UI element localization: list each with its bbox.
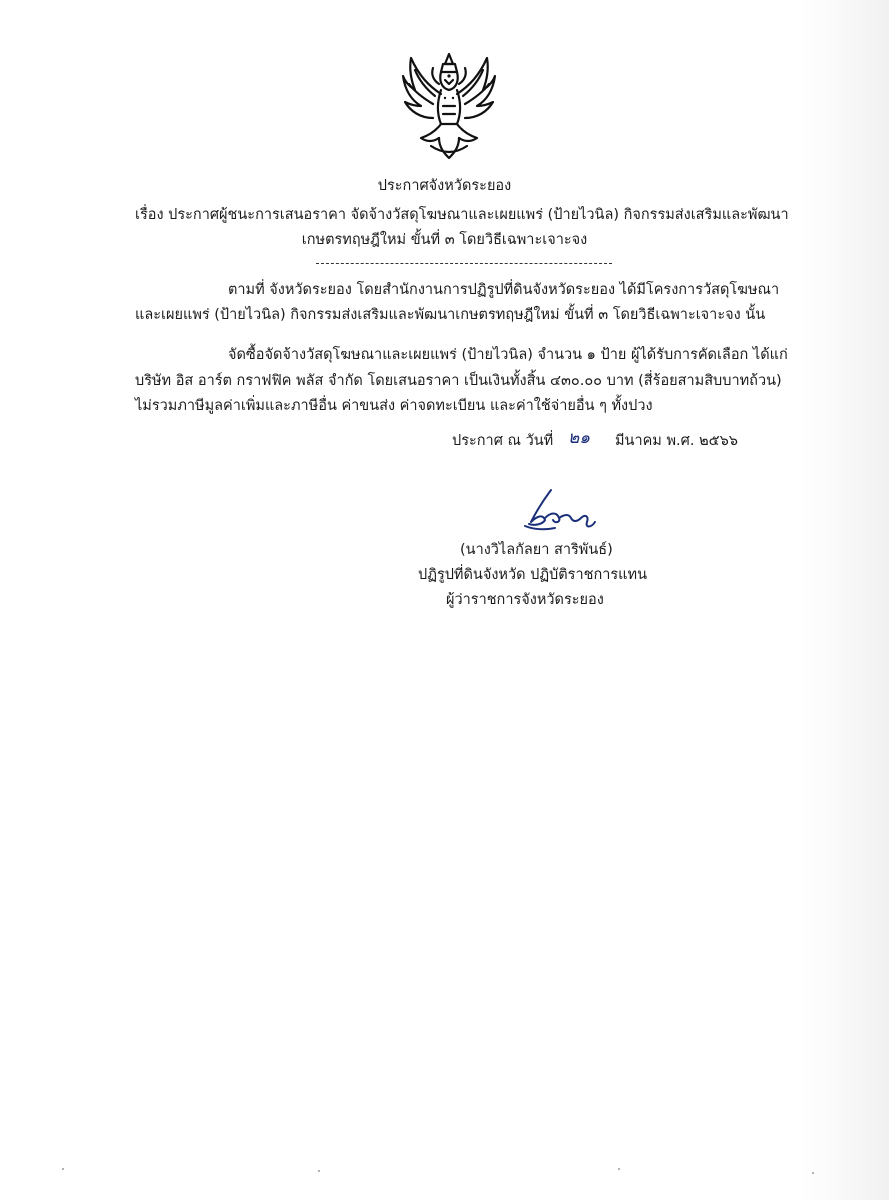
garuda-emblem-icon bbox=[401, 50, 497, 162]
date-day-handwritten: ๒๑ bbox=[568, 428, 590, 448]
announcement-header: ประกาศจังหวัดระยอง bbox=[377, 178, 512, 194]
para1-line2: และเผยแพร่ (ป้ายไวนิล) กิจกรรมส่งเสริมและพัฒนาเกษตรทฤษฎีใหม่ ขั้นที่ ๓ โดยวิธีเฉพาะเจาะจง นั้น bbox=[135, 307, 766, 323]
signatory-position: ปฏิรูปที่ดินจังหวัด ปฏิบัติราชการแทน bbox=[418, 567, 647, 583]
subject-line-2: เกษตรทฤษฎีใหม่ ขั้นที่ ๓ โดยวิธีเฉพาะเจาะจง bbox=[301, 232, 588, 248]
para2-line1: จัดซื้อจัดจ้างวัสดุโฆษณาและเผยแพร่ (ป้ายไวนิล) จำนวน ๑ ป้าย ผู้ได้รับการคัดเลือก ได้แก่ bbox=[228, 347, 788, 363]
date-prefix: ประกาศ ณ วันที่ bbox=[452, 433, 554, 449]
subject-line-1: เรื่อง ประกาศผู้ชนะการเสนอราคา จัดจ้างวัสดุโฆษณาและเผยแพร่ (ป้ายไวนิล) กิจกรรมส่งเสริมและพัฒนา bbox=[135, 207, 789, 223]
scan-speck bbox=[618, 1168, 620, 1170]
date-month-year: มีนาคม พ.ศ. ๒๕๖๖ bbox=[615, 433, 739, 449]
para2-line3: ไม่รวมภาษีมูลค่าเพิ่มและภาษีอื่น ค่าขนส่ง ค่าจดทะเบียน และค่าใช้จ่ายอื่น ๆ ทั้งปวง bbox=[135, 398, 653, 414]
signatory-name: (นางวิไลกัลยา สาริพันธ์) bbox=[460, 542, 613, 558]
scan-speck bbox=[62, 1168, 64, 1170]
scan-speck bbox=[812, 1172, 814, 1174]
signatory-title: ผู้ว่าราชการจังหวัดระยอง bbox=[446, 592, 604, 608]
para2-line2: บริษัท อิส อาร์ต กราฟฟิค พลัส จำกัด โดยเสนอราคา เป็นเงินทั้งสิ้น ๔๓๐.๐๐ บาท (สี่ร้อยสามสิบบาทถ้วน) bbox=[135, 373, 782, 389]
scan-speck bbox=[318, 1170, 320, 1172]
separator-line bbox=[316, 263, 612, 264]
signature-image bbox=[515, 488, 601, 534]
para1-line1: ตามที่ จังหวัดระยอง โดยสำนักงานการปฏิรูปที่ดินจังหวัดระยอง ได้มีโครงการวัสดุโฆษณา bbox=[228, 282, 780, 298]
